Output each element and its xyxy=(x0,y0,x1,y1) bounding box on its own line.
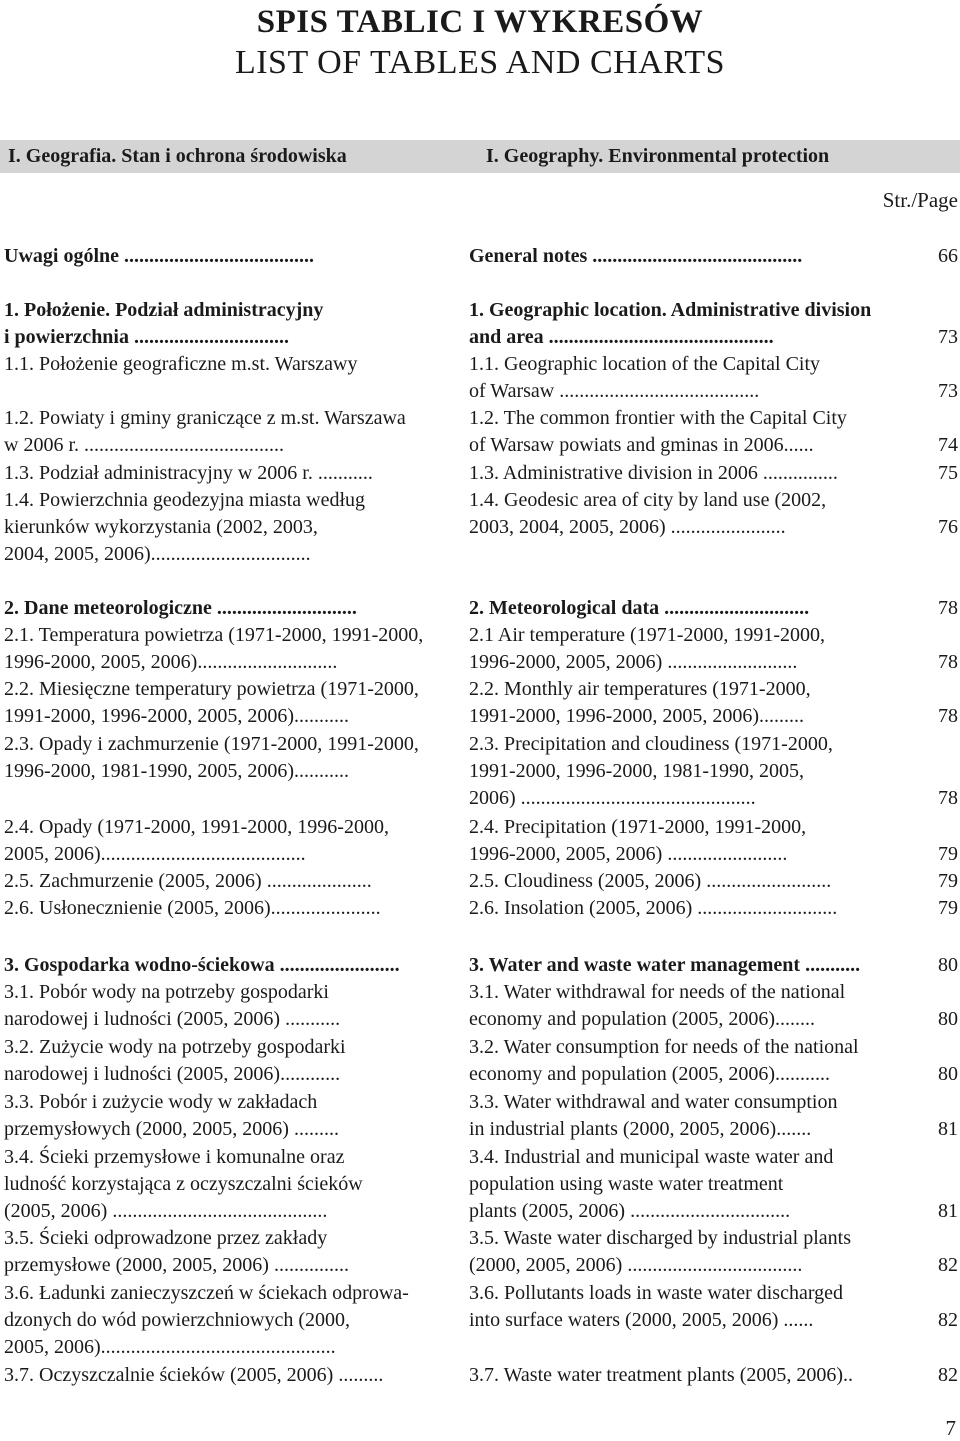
toc-entry-english-line: 1991-2000, 1996-2000, 2005, 2006)......... xyxy=(469,705,804,727)
toc-entry-polish-line: 2005, 2006)............................................... xyxy=(4,1336,336,1358)
toc-entry-polish-line: 2.1. Temperatura powietrza (1971-2000, 1991-2000, xyxy=(4,624,424,646)
toc-entry-polish xyxy=(4,952,400,979)
toc-entry-english-line: 3. Water and waste water management ........... xyxy=(469,954,861,976)
toc-entry-english-line: population using waste water treatment xyxy=(469,1173,784,1195)
toc-entry-polish-line: 2.6. Usłonecznienie (2005, 2006)...................... xyxy=(4,897,381,919)
toc-entry-english xyxy=(469,1089,837,1143)
toc-page-number: 78 xyxy=(938,705,958,727)
toc-page-number: 79 xyxy=(938,870,958,892)
toc-entry-english-line: in industrial plants (2000, 2005, 2006)....... xyxy=(469,1118,812,1140)
toc-page-number: 74 xyxy=(938,434,958,456)
toc-entry-polish-line: 3.2. Zużycie wody na potrzeby gospodarki xyxy=(4,1036,346,1058)
toc-entry-polish xyxy=(4,1034,346,1088)
toc-page-number: 82 xyxy=(938,1254,958,1276)
toc-entry-polish-line: 3.7. Oczyszczalnie ścieków (2005, 2006) ......... xyxy=(4,1364,384,1386)
toc-entry-english-line: 2.5. Cloudiness (2005, 2006) ......................... xyxy=(469,870,832,892)
toc-entry-english xyxy=(469,676,811,730)
title-english: LIST OF TABLES AND CHARTS xyxy=(234,44,726,81)
toc-entry-polish-line: 1996-2000, 2005, 2006)............................ xyxy=(4,651,338,673)
toc-entry-english-line: economy and population (2005, 2006)........ xyxy=(469,1008,816,1030)
toc-entry-polish xyxy=(4,1280,409,1361)
toc-page-number: 80 xyxy=(938,1008,958,1030)
toc-entry-polish-line: 2.2. Miesięczne temperatury powietrza (1971-2000, xyxy=(4,678,419,700)
toc-entry-polish-line: 3.1. Pobór wody na potrzeby gospodarki xyxy=(4,981,329,1003)
toc-entry-polish xyxy=(4,731,419,785)
toc-page-number: 81 xyxy=(938,1118,958,1140)
toc-entry-english-line: (2000, 2005, 2006) ................................... xyxy=(469,1254,803,1276)
toc-entry-polish-line: 2004, 2005, 2006)................................ xyxy=(4,543,311,565)
toc-entry-english-line: into surface waters (2000, 2005, 2006) ...... xyxy=(469,1309,814,1331)
toc-entry-polish-line: 1991-2000, 1996-2000, 2005, 2006)........... xyxy=(4,705,349,727)
toc-page-number: 78 xyxy=(938,787,958,809)
toc-entry-polish-line: narodowej i ludności (2005, 2006)............ xyxy=(4,1063,341,1085)
toc-entry-english-line: 3.6. Pollutants loads in waste water discharged xyxy=(469,1282,844,1304)
toc-entry-english-line: economy and population (2005, 2006)........... xyxy=(469,1063,831,1085)
toc-entry-polish-line: 1.2. Powiaty i gminy graniczące z m.st. Warszawa xyxy=(4,407,406,429)
page-number: 7 xyxy=(945,1416,956,1440)
toc-entry-english xyxy=(469,1225,851,1279)
toc-entry-english xyxy=(469,814,806,868)
toc-entry-english-line: 3.4. Industrial and municipal waste water and xyxy=(469,1146,834,1168)
toc-entry-polish-line: 1.4. Powierzchnia geodezyjna miasta według xyxy=(4,489,365,511)
toc-entry-polish xyxy=(4,622,423,676)
toc-entry-english-line: General notes .......................................... xyxy=(469,245,803,267)
toc-entry-polish-line: 3.4. Ścieki przemysłowe i komunalne oraz xyxy=(4,1146,345,1168)
toc-entry-english-line: 2.6. Insolation (2005, 2006) ............................ xyxy=(469,897,838,919)
toc-entry-english xyxy=(469,979,845,1033)
toc-page-number: 80 xyxy=(938,954,958,976)
toc-entry-polish xyxy=(4,868,372,895)
toc-entry-english xyxy=(469,731,833,812)
toc-entry-polish xyxy=(4,405,406,459)
toc-page-number: 66 xyxy=(938,245,958,267)
toc-entry-english-line: 3.2. Water consumption for needs of the national xyxy=(469,1036,859,1058)
toc-entry-polish-line: 3.6. Ładunki zanieczyszczeń w ściekach odprowa- xyxy=(4,1282,409,1304)
section-header-bar xyxy=(0,140,960,173)
toc-entry-polish-line: 2.5. Zachmurzenie (2005, 2006) ..................... xyxy=(4,870,372,892)
page-column-label: Str./Page xyxy=(882,188,958,212)
toc-entry-polish-line: przemysłowe (2000, 2005, 2006) ............... xyxy=(4,1254,349,1276)
toc-entry-polish-line: 3.5. Ścieki odprowadzone przez zakłady xyxy=(4,1227,328,1249)
toc-entry-polish-line: dzonych do wód powierzchniowych (2000, xyxy=(4,1309,351,1331)
title-polish: SPIS TABLIC I WYKRESÓW xyxy=(256,4,704,40)
toc-entry-english-line: 1.4. Geodesic area of city by land use (2002, xyxy=(469,489,827,511)
toc-entry-english-line: and area ............................................. xyxy=(469,326,774,348)
toc-entry-polish-line: 2. Dane meteorologiczne ............................ xyxy=(4,597,357,619)
toc-entry-english-line: 3.5. Waste water discharged by industrial plants xyxy=(469,1227,852,1249)
toc-entry-polish-line: narodowej i ludności (2005, 2006) ........... xyxy=(4,1008,341,1030)
toc-entry-polish-line: 3. Gospodarka wodno-ściekowa ........................ xyxy=(4,954,400,976)
section-title-polish: I. Geografia. Stan i ochrona środowiska xyxy=(8,145,347,167)
toc-entry-polish xyxy=(4,1362,383,1389)
toc-entry-english-line: of Warsaw ........................................ xyxy=(469,380,760,402)
toc-entry-polish-line: kierunków wykorzystania (2002, 2003, xyxy=(4,516,318,538)
toc-entry-english-line: 2.2. Monthly air temperatures (1971-2000, xyxy=(469,678,811,700)
toc-page-number: 78 xyxy=(938,651,958,673)
toc-entry-polish xyxy=(4,297,323,351)
toc-page-number: 76 xyxy=(938,516,958,538)
toc-page-number: 75 xyxy=(938,462,958,484)
toc-entry-english xyxy=(469,868,831,895)
toc-entry-english xyxy=(469,297,871,351)
toc-entry-english xyxy=(469,1034,859,1088)
toc-entry-polish xyxy=(4,1089,339,1143)
toc-entry-polish-line: Uwagi ogólne ...................................... xyxy=(4,245,314,267)
toc-entry-polish-line: i powierzchnia ............................... xyxy=(4,326,289,348)
toc-entry-polish xyxy=(4,460,373,487)
toc-page-number: 82 xyxy=(938,1364,958,1386)
toc-entry-english-line: 2.3. Precipitation and cloudiness (1971-2000, xyxy=(469,733,833,755)
toc-page-number: 80 xyxy=(938,1063,958,1085)
toc-entry-polish xyxy=(4,895,381,922)
toc-entry-english xyxy=(469,1362,853,1389)
toc-entry-english xyxy=(469,460,838,487)
toc-page-number: 82 xyxy=(938,1309,958,1331)
toc-entry-polish xyxy=(4,979,340,1033)
toc-entry-polish-line: (2005, 2006) ........................................... xyxy=(4,1200,328,1222)
toc-entry-english xyxy=(469,351,820,405)
toc-entry-polish-line: 1.3. Podział administracyjny w 2006 r. ........... xyxy=(4,462,373,484)
toc-entry-english-line: 1991-2000, 1996-2000, 1981-1990, 2005, xyxy=(469,760,804,782)
toc-entry-english-line: 2. Meteorological data ............................. xyxy=(469,597,810,619)
toc-page-number: 73 xyxy=(938,326,958,348)
toc-entry-english-line: 2003, 2004, 2005, 2006) ....................... xyxy=(469,516,786,538)
toc-entry-polish-line: ludność korzystająca z oczyszczalni ścieków xyxy=(4,1173,363,1195)
toc-entry-polish xyxy=(4,814,389,868)
toc-entry-polish-line: przemysłowych (2000, 2005, 2006) ......... xyxy=(4,1118,339,1140)
toc-entry-polish-line: w 2006 r. ........................................ xyxy=(4,434,284,456)
toc-entry-english-line: 1.2. The common frontier with the Capital City xyxy=(469,407,847,429)
toc-page-number: 73 xyxy=(938,380,958,402)
toc-entry-english-line: 3.1. Water withdrawal for needs of the national xyxy=(469,981,846,1003)
toc-entry-english-line: 1.1. Geographic location of the Capital City xyxy=(469,353,821,375)
toc-entry-polish xyxy=(4,487,365,568)
toc-entry-polish xyxy=(4,351,357,378)
toc-entry-polish-line: 1.1. Położenie geograficzne m.st. Warszawy xyxy=(4,353,358,375)
toc-entry-english-line: 1. Geographic location. Administrative division xyxy=(469,299,872,321)
toc-entry-english-line: 1996-2000, 2005, 2006) .......................... xyxy=(469,651,798,673)
toc-page-number: 79 xyxy=(938,843,958,865)
toc-entry-english xyxy=(469,487,826,541)
toc-entry-english-line: 3.3. Water withdrawal and water consumption xyxy=(469,1091,838,1113)
toc-entry-english-line: 2.4. Precipitation (1971-2000, 1991-2000, xyxy=(469,816,807,838)
toc-entry-english-line: 2006) ............................................... xyxy=(469,787,756,809)
toc-page-number: 79 xyxy=(938,897,958,919)
toc-entry-english xyxy=(469,1280,843,1334)
toc-entry-polish-line: 2005, 2006)......................................... xyxy=(4,843,306,865)
toc-entry-polish-line: 2.3. Opady i zachmurzenie (1971-2000, 1991-2000, xyxy=(4,733,419,755)
toc-page-number: 81 xyxy=(938,1200,958,1222)
toc-page-number: 78 xyxy=(938,597,958,619)
toc-entry-english-line: of Warsaw powiats and gminas in 2006...... xyxy=(469,434,814,456)
toc-entry-english xyxy=(469,622,825,676)
toc-entry-english xyxy=(469,243,802,270)
toc-entry-english-line: plants (2005, 2006) ................................ xyxy=(469,1200,791,1222)
toc-entry-polish xyxy=(4,243,314,270)
toc-entry-polish-line: 2.4. Opady (1971-2000, 1991-2000, 1996-2000, xyxy=(4,816,389,838)
toc-entry-polish xyxy=(4,1144,363,1225)
toc-entry-english xyxy=(469,1144,833,1225)
toc-entry-english xyxy=(469,952,860,979)
toc-entry-english xyxy=(469,895,837,922)
toc-entry-english-line: 2.1 Air temperature (1971-2000, 1991-2000, xyxy=(469,624,826,646)
toc-entry-english xyxy=(469,405,847,459)
toc-entry-english-line: 1.3. Administrative division in 2006 ............... xyxy=(469,462,838,484)
toc-entry-polish xyxy=(4,676,419,730)
toc-entry-english-line: 3.7. Waste water treatment plants (2005, 2006).. xyxy=(469,1364,854,1386)
toc-entry-polish-line: 1. Położenie. Podział administracyjny xyxy=(4,299,324,321)
toc-entry-polish-line: 3.3. Pobór i zużycie wody w zakładach xyxy=(4,1091,318,1113)
section-title-english: I. Geography. Environmental protection xyxy=(486,145,830,167)
toc-entry-english-line: 1996-2000, 2005, 2006) ........................ xyxy=(469,843,788,865)
toc-entry-polish-line: 1996-2000, 1981-1990, 2005, 2006)........... xyxy=(4,760,349,782)
toc-entry-polish xyxy=(4,595,357,622)
toc-entry-english xyxy=(469,595,809,622)
toc-entry-polish xyxy=(4,1225,349,1279)
